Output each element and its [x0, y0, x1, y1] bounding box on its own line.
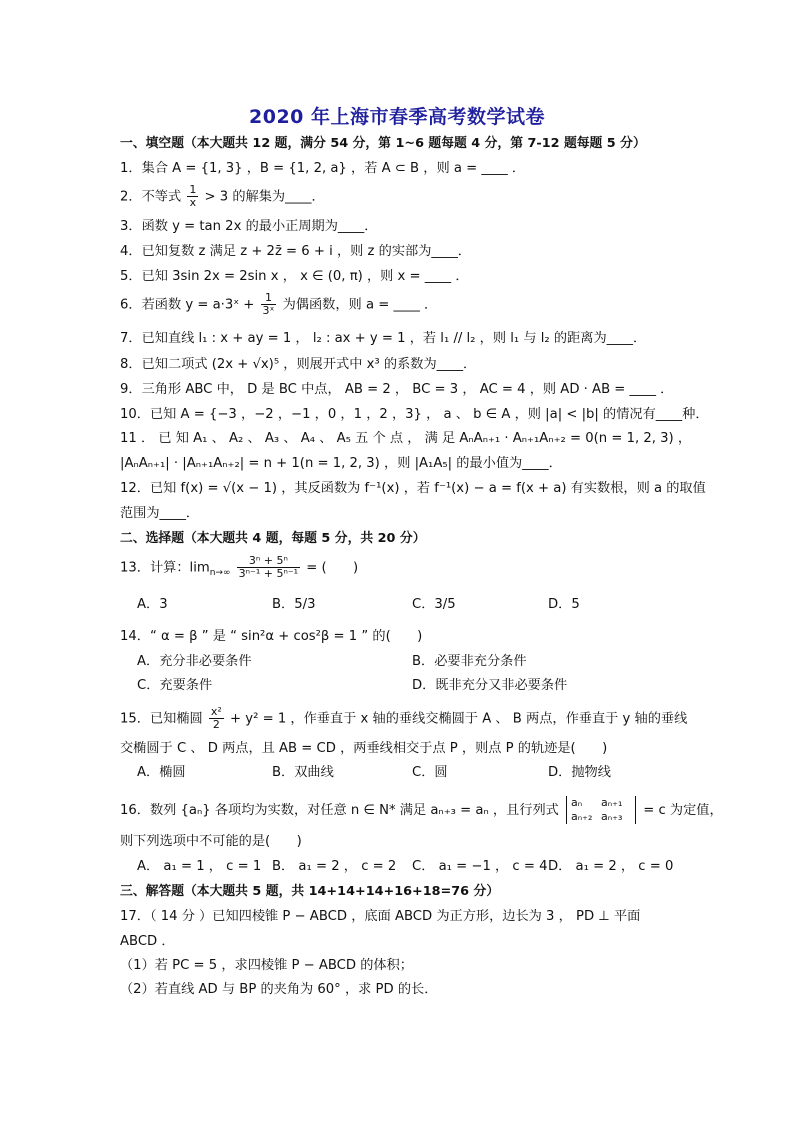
question-17-line-2: ABCD ．: [120, 934, 175, 949]
question-17-part-2: （2）若直线 AD 与 BP 的夹角为 60° ，求 PD 的长．: [120, 982, 438, 997]
option-c: C．圆: [412, 765, 448, 780]
question-4: 4．已知复数 z 满足 z + 2z̄ = 6 + i ，则 z 的实部为____．: [120, 244, 471, 259]
question-2-prefix: 2．不等式: [120, 189, 182, 205]
question-6-suffix: 为偶函数，则 a = ____ ．: [282, 297, 438, 313]
question-6: [120, 292, 437, 317]
question-9: 9．三角形 ABC 中， D 是 BC 中点， AB = 2 ， BC = 3 ， AC = 4 ，则 AD · AB = ____ ．: [120, 382, 674, 397]
question-2-suffix: > 3 的解集为____．: [204, 189, 325, 205]
question-12-line-2: 范围为____．: [120, 506, 200, 521]
question-13: [120, 555, 358, 582]
section-fill-blank-heading: 一、填空题（本大题共 12 题，满分 54 分，第 1~6 题每题 4 分，第 7-12 题每题 5 分）: [120, 136, 646, 151]
question-14: 14．“ α = β ” 是 “ sin²α + cos²β = 1 ” 的( ): [120, 629, 423, 644]
limit-subscript: n→∞: [209, 568, 231, 579]
question-15-line-1: [120, 706, 687, 731]
question-16-prefix: 16．数列 {aₙ} 各项均为实数，对任意 n ∈ N* 满足 aₙ₊₃ = aₙ ，且行列式: [120, 803, 559, 818]
question-3: 3．函数 y = tan 2x 的最小正周期为____．: [120, 219, 378, 234]
question-10: 10．已知 A = {−3 ，−2 ，−1 ，0 ，1 ，2 ，3} ， a 、 b ∈ A ，则 |a| < |b| 的情况有____种．: [120, 407, 709, 422]
option-d: D．5: [548, 597, 580, 612]
fraction: $\frac{1}{x}$: [189, 183, 197, 209]
option-b: B．5/3: [272, 597, 316, 612]
fraction: $\frac{1}{\text{3ˣ}}$: [262, 291, 275, 317]
question-16-suffix: = c 为定值，: [643, 803, 723, 818]
fraction: $\frac{\text{3ⁿ + 5ⁿ}}{\text{3ⁿ⁻¹ + 5ⁿ⁻¹}}$: [238, 554, 299, 580]
question-1: 1．集合 A = {1, 3} ，B = {1, 2, a} ，若 A ⊂ B ，则 a = ____ ．: [120, 161, 526, 176]
option-a: A．椭圆: [137, 765, 186, 780]
question-2: [120, 184, 325, 209]
question-13-suffix: = ( ): [306, 560, 359, 576]
determinant: aₙ aₙ₊₁ aₙ₊₂ aₙ₊₃: [566, 796, 636, 824]
question-7: 7．已知直线 l₁ : x + ay = 1 ， l₂ : ax + y = 1 ，若 l₁ // l₂ ，则 l₁ 与 l₂ 的距离为____．: [120, 331, 647, 346]
option-c: C．充要条件: [137, 678, 213, 693]
question-15-suffix: + y² = 1 ，作垂直于 x 轴的垂线交椭圆于 A 、 B 两点，作垂直于 y 轴的垂线: [230, 711, 688, 727]
option-a: A．充分非必要条件: [137, 654, 252, 669]
option-b: B．双曲线: [272, 765, 334, 780]
question-12-line-1: 12．已知 f(x) = √(x − 1) ，其反函数为 f⁻¹(x) ，若 f⁻¹(x) − a = f(x + a) 有实数根，则 a 的取值: [120, 481, 706, 496]
option-a: A．3: [137, 597, 168, 612]
question-15-prefix: 15．已知椭圆: [120, 711, 203, 727]
option-d: D． a₁ = 2 ， c = 0: [548, 859, 674, 874]
option-b: B． a₁ = 2 ， c = 2: [272, 859, 397, 874]
option-d: D．既非充分又非必要条件: [412, 678, 568, 693]
section-answer-heading: 三、解答题（本大题共 5 题，共 14+14+14+16+18=76 分）: [120, 884, 500, 899]
page-title: 2020 年上海市春季高考数学试卷: [249, 106, 545, 128]
fraction: $\frac{\text{x²}}{2}$: [210, 705, 222, 731]
question-11-line-2: |AₙAₙ₊₁| · |Aₙ₊₁Aₙ₊₂| = n + 1(n = 1, 2, 3) ，则 |A₁A₅| 的最小值为____．: [120, 456, 562, 471]
option-b: B．必要非充分条件: [412, 654, 527, 669]
question-8: 8．已知二项式 (2x + √x)⁵ ，则展开式中 x³ 的系数为____．: [120, 357, 477, 372]
question-16-line-2: 则下列选项中不可能的是( ): [120, 834, 302, 849]
option-a: A． a₁ = 1 ， c = 1: [137, 859, 262, 874]
option-d: D．抛物线: [548, 765, 611, 780]
question-11-line-1: 11 ． 已 知 A₁ 、 A₂ 、 A₃ 、 A₄ 、 A₅ 五 个 点 ， 满 足 AₙAₙ₊₁ · Aₙ₊₁Aₙ₊₂ = 0(n = 1, 2, 3) ，: [120, 431, 692, 446]
question-13-prefix: 13．计算：lim: [120, 560, 210, 576]
question-6-prefix: 6．若函数 y = a·3ˣ +: [120, 297, 255, 313]
question-17-line-1: 17．（ 14 分 ）已知四棱锥 P − ABCD ，底面 ABCD 为正方形，边长为 3 ， PD ⊥ 平面: [120, 909, 641, 924]
option-c: C． a₁ = −1 ， c = 4: [412, 859, 548, 874]
question-16-line-1: [120, 796, 723, 824]
question-15-line-2: 交椭圆于 C 、 D 两点，且 AB = CD ，两垂线相交于点 P ，则点 P 的轨迹是( ): [120, 741, 608, 756]
question-5: 5．已知 3sin 2x = 2sin x ， x ∈ (0, π) ，则 x = ____ ．: [120, 269, 469, 284]
section-choice-heading: 二、选择题（本大题共 4 题，每题 5 分，共 20 分）: [120, 531, 426, 546]
option-c: C．3/5: [412, 597, 456, 612]
question-17-part-1: （1）若 PC = 5 ，求四棱锥 P − ABCD 的体积；: [120, 958, 413, 973]
